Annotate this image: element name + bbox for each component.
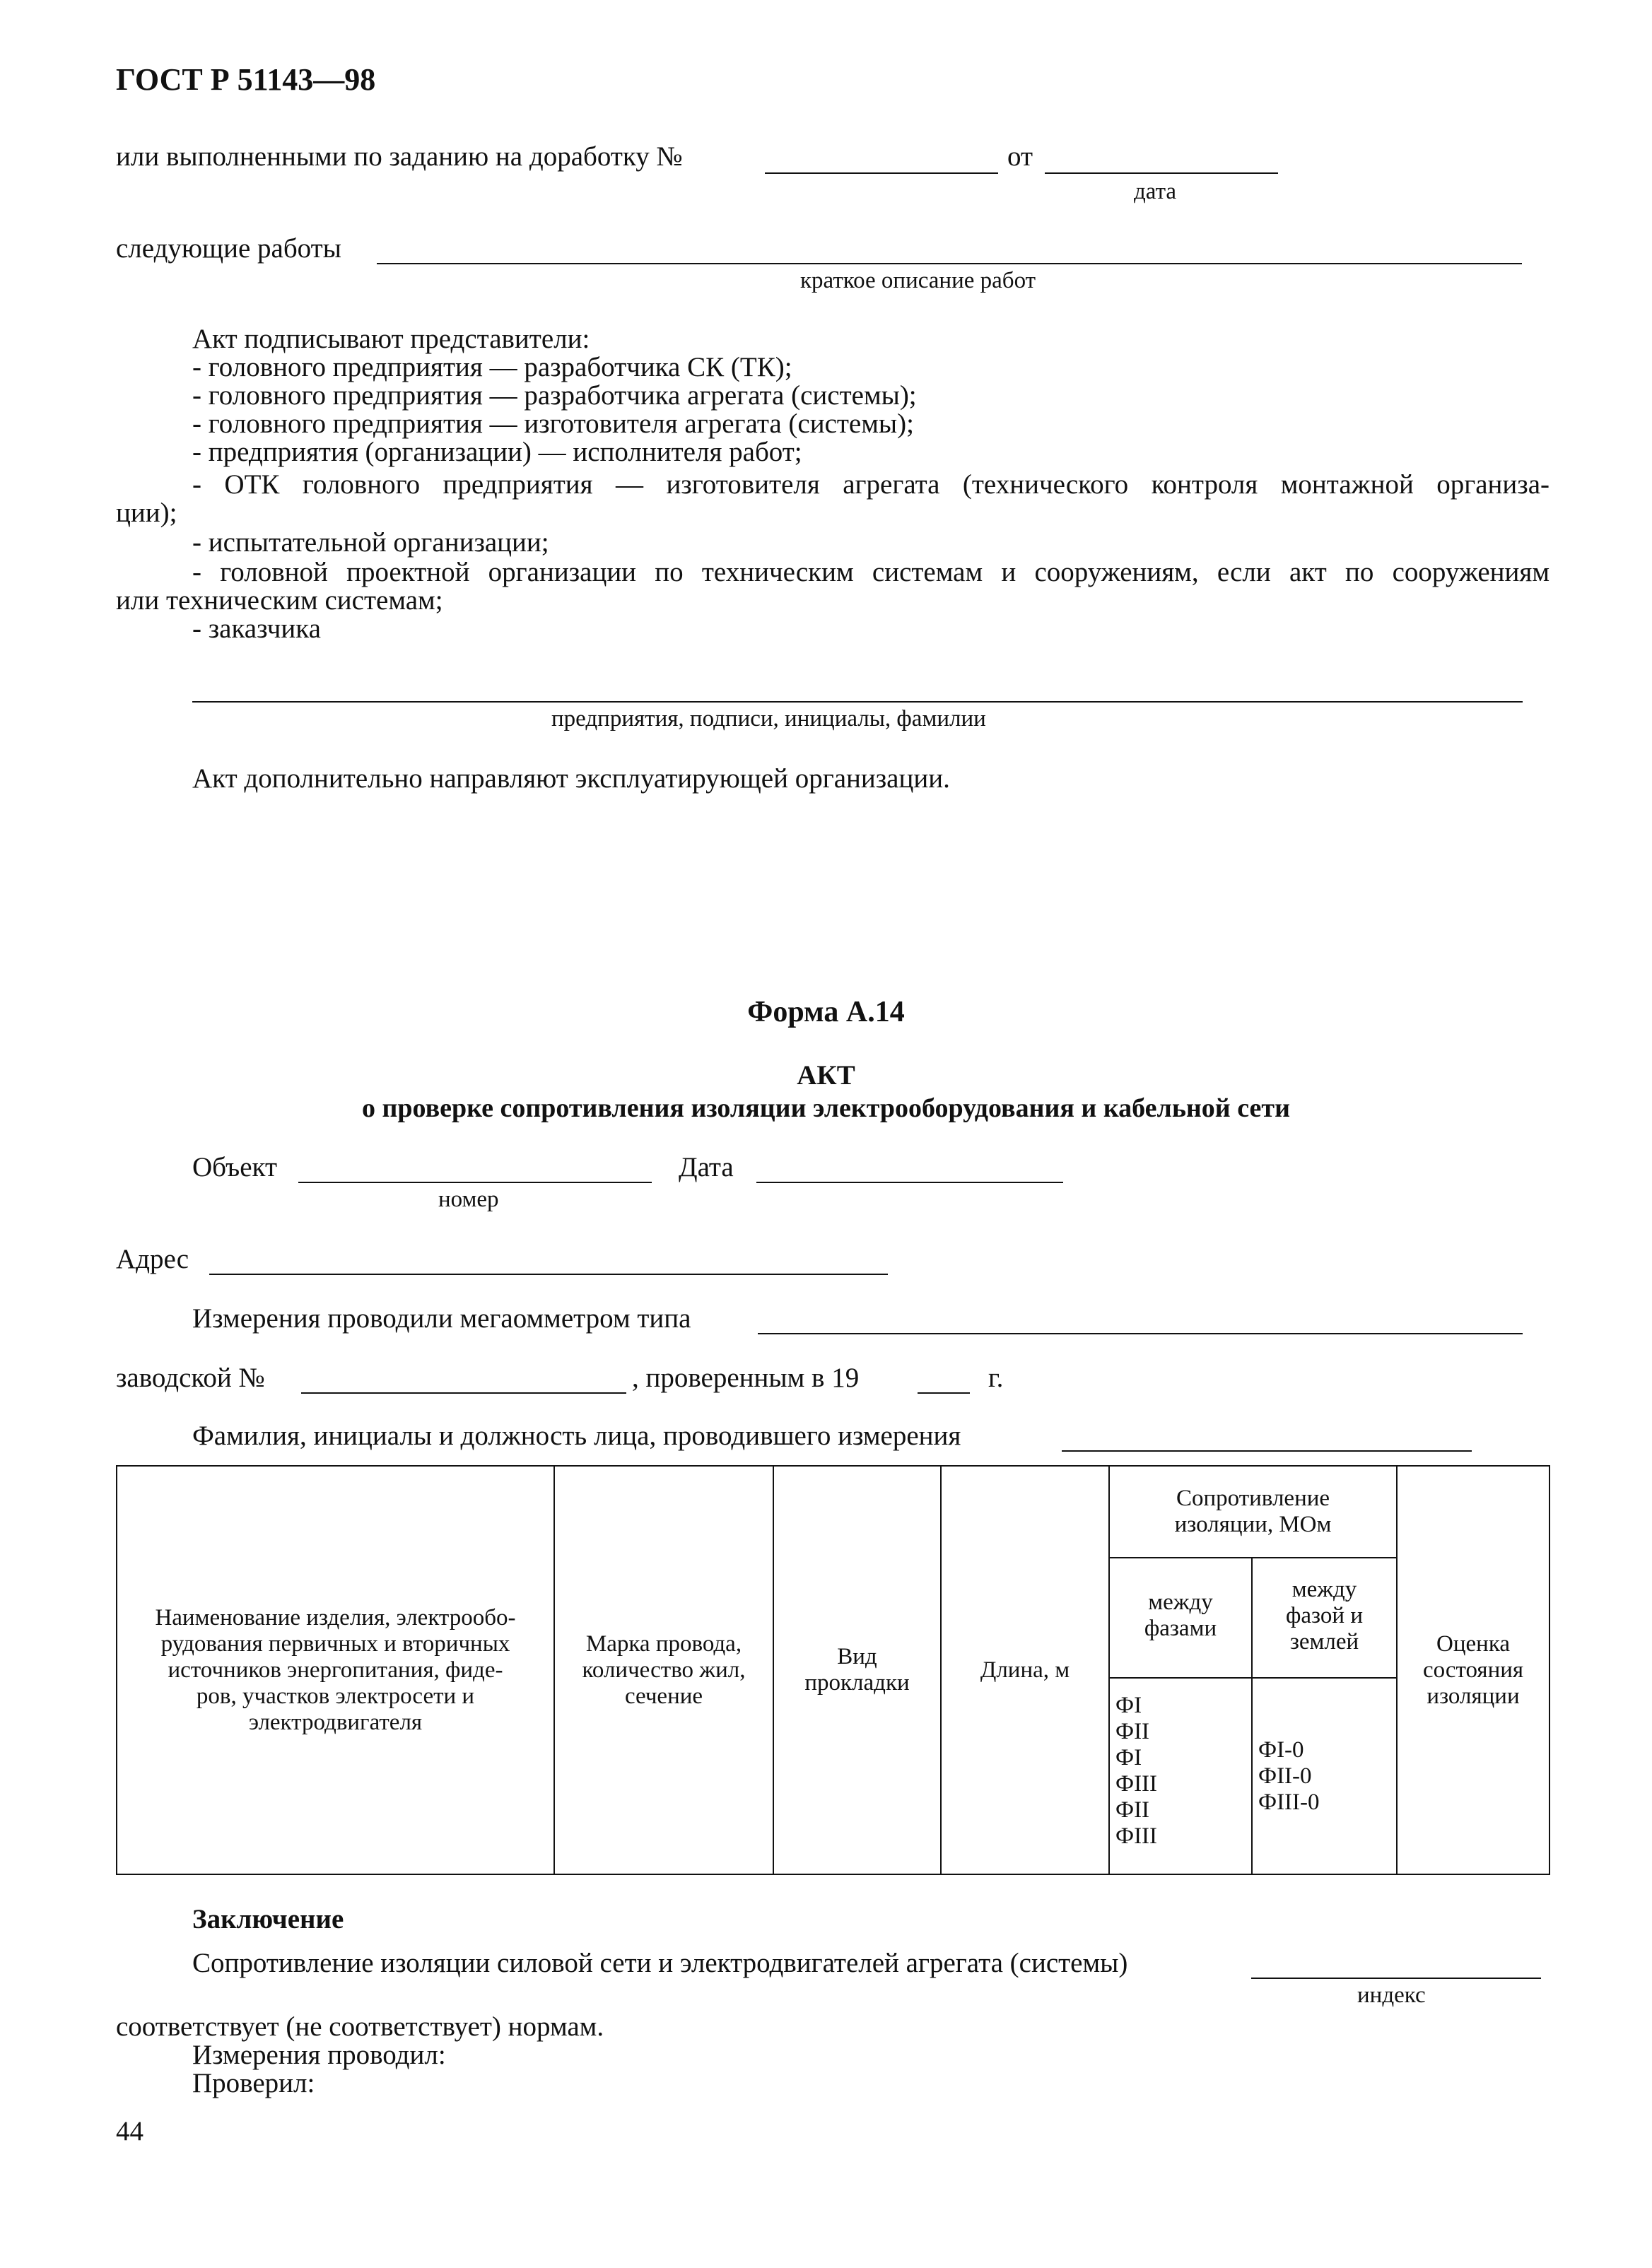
- object-caption: номер: [438, 1187, 499, 1212]
- from-label: от: [1007, 141, 1033, 172]
- measurement-table: [116, 1465, 1550, 1875]
- address-line[interactable]: [209, 1274, 888, 1275]
- item-name-line: Наименование изделия, электрообо-: [155, 1604, 516, 1631]
- resistance-line: изоляции, МОм: [1174, 1512, 1332, 1537]
- between-phases-header: [1109, 1558, 1252, 1678]
- index-caption: индекс: [1357, 1982, 1426, 2008]
- laying-type-line: Вид: [837, 1644, 877, 1669]
- item-name-line: ров, участков электросети и: [196, 1683, 475, 1709]
- signatory-item: - предприятия (организации) — исполнителя работ;: [192, 437, 802, 467]
- phase-pair: ФII: [1115, 1797, 1150, 1823]
- wire-brand-header: [554, 1466, 773, 1874]
- phase-pair: ФIII: [1115, 1823, 1158, 1849]
- signatory-item: - головной проектной организации по техническим системам и сооружениям, если акт по сооружениям: [192, 557, 1550, 587]
- phase-pair: ФI: [1115, 1693, 1142, 1718]
- wire-brand-line: сечение: [624, 1683, 703, 1709]
- signatory-item: - головного предприятия — изготовителя агрегата (системы);: [192, 409, 914, 439]
- works-caption: краткое описание работ: [800, 268, 1036, 293]
- works-label: следующие работы: [116, 233, 341, 264]
- resistance-line: Сопротивление: [1176, 1486, 1330, 1511]
- rework-task-label: или выполненными по заданию на доработку №: [116, 141, 683, 172]
- rework-number-line[interactable]: [765, 172, 998, 174]
- conclusion-line2: соответствует (не соответствует) нормам.: [116, 2011, 604, 2042]
- laying-type-line: прокладки: [804, 1670, 910, 1696]
- between-phases-line: фазами: [1144, 1616, 1217, 1641]
- check-year-line[interactable]: [918, 1392, 970, 1394]
- signatures-caption: предприятия, подписи, инициалы, фамилии: [551, 706, 986, 731]
- assessment-line: изоляции: [1427, 1683, 1520, 1709]
- between-phases-values: [1109, 1678, 1252, 1874]
- signatory-item: - испытательной организации;: [192, 527, 549, 558]
- works-description-line[interactable]: [377, 263, 1522, 264]
- person-line[interactable]: [1062, 1450, 1472, 1452]
- document-code: ГОСТ Р 51143—98: [116, 62, 376, 97]
- item-name-header: [117, 1466, 554, 1874]
- phase-ground-line: землей: [1289, 1629, 1359, 1655]
- act-subtitle: о проверке сопротивления изоляции электрооборудования и кабельной сети: [362, 1093, 1290, 1123]
- assessment-line: Оценка: [1436, 1631, 1510, 1657]
- signatory-item: - ОТК головного предприятия — изготовителя агрегата (технического контроля монтажной организа-: [192, 469, 1550, 500]
- date-label: Дата: [679, 1152, 734, 1182]
- megohmmeter-label: Измерения проводили мегаомметром типа: [192, 1303, 691, 1334]
- phase-pair: ФI: [1115, 1745, 1142, 1770]
- measured-by-label: Измерения проводил:: [192, 2040, 446, 2070]
- date-caption: дата: [1134, 179, 1177, 204]
- assessment-header: [1397, 1466, 1550, 1874]
- phase-ground-line: между: [1291, 1577, 1357, 1602]
- signatures-line[interactable]: [192, 701, 1523, 703]
- factory-number-line[interactable]: [301, 1392, 626, 1394]
- index-line[interactable]: [1251, 1978, 1541, 1979]
- resistance-header: [1109, 1466, 1397, 1558]
- page-number: 44: [116, 2116, 143, 2146]
- phase-ground-line: фазой и: [1286, 1603, 1363, 1628]
- phase-ground-value: ФIII-0: [1258, 1789, 1320, 1815]
- phase-ground-value: ФI-0: [1258, 1737, 1304, 1763]
- wire-brand-line: Марка провода,: [585, 1631, 742, 1657]
- phase-pair: ФII: [1115, 1719, 1150, 1744]
- between-phases-line: между: [1148, 1590, 1213, 1615]
- signatory-item: - головного предприятия — разработчика агрегата (системы);: [192, 380, 917, 411]
- item-name-line: рудования первичных и вторичных: [160, 1631, 510, 1657]
- phase-ground-header: [1252, 1558, 1397, 1678]
- assessment-line: состояния: [1422, 1657, 1524, 1683]
- phase-ground-values: [1252, 1678, 1397, 1874]
- object-label: Объект: [192, 1152, 277, 1182]
- address-label: Адрес: [116, 1244, 189, 1274]
- laying-type-header: [773, 1466, 941, 1874]
- megohmmeter-type-line[interactable]: [758, 1333, 1523, 1334]
- phase-pair: ФIII: [1115, 1771, 1158, 1797]
- wire-brand-line: количество жил,: [582, 1657, 746, 1683]
- person-label: Фамилия, инициалы и должность лица, проводившего измерения: [192, 1421, 961, 1451]
- conclusion-line1: Сопротивление изоляции силовой сети и электродвигателей агрегата (системы): [192, 1948, 1128, 1978]
- rework-date-line[interactable]: [1045, 172, 1278, 174]
- signatory-item: - головного предприятия — разработчика СК (ТК);: [192, 352, 792, 382]
- extra-note: Акт дополнительно направляют эксплуатирующей организации.: [192, 763, 950, 794]
- item-name-line: источников энергопитания, фиде-: [168, 1657, 503, 1683]
- act-date-line[interactable]: [756, 1182, 1063, 1183]
- form-title: Форма А.14: [747, 996, 905, 1028]
- signatory-item-continued: или техническим системам;: [116, 585, 443, 616]
- length-header: Длина, м: [941, 1466, 1109, 1874]
- act-title: АКТ: [797, 1060, 855, 1091]
- factory-number-label: заводской №: [116, 1363, 265, 1393]
- signatories-heading: Акт подписывают представители:: [192, 324, 590, 354]
- signatory-item-continued: ции);: [116, 498, 177, 528]
- conclusion-heading: Заключение: [192, 1904, 344, 1934]
- object-number-line[interactable]: [298, 1182, 652, 1183]
- checked-by-label: Проверил:: [192, 2068, 315, 2098]
- item-name-line: электродвигателя: [248, 1709, 423, 1735]
- checked-in-label: , проверенным в 19: [632, 1363, 860, 1393]
- phase-ground-value: ФII-0: [1258, 1763, 1312, 1789]
- signatory-item: - заказчика: [192, 613, 321, 644]
- year-suffix: г.: [988, 1363, 1004, 1393]
